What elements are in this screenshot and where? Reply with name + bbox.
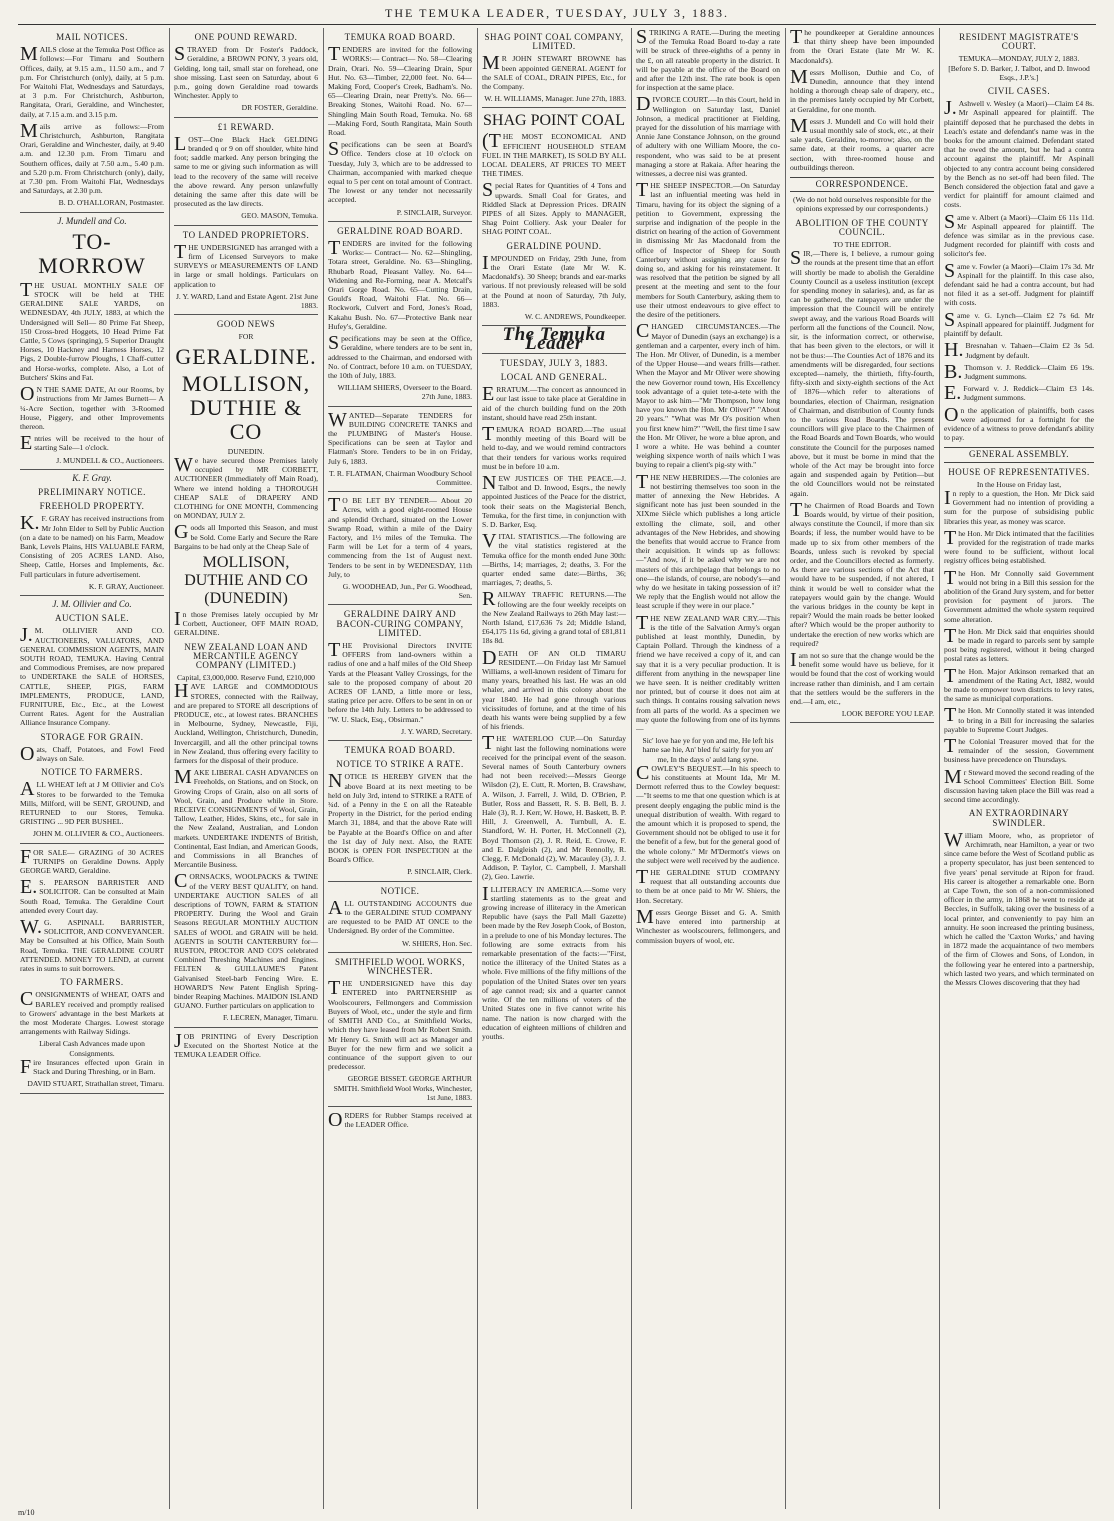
centered-line: (We do not hold ourselves responsible for the opinions expressed by our correspondents.) [793, 195, 931, 214]
paragraph: Messrs J. Mundell and Co will hold their usual monthly sale of stock, etc., at their sale yards, Geraldine, to-morrow; also, on the same date, at their rooms, a quarter acre section, with three-roomed house and outbuildings thereon. [790, 114, 934, 172]
centered-line: Liberal Cash Advances made upon Consignments. [39, 1039, 145, 1058]
centered-line: In the House on Friday last, [976, 479, 1062, 489]
paragraph: Goods all Imported this Season, and must be Sold. Come Early and Secure the Rare Bargains to be had only at the Cheap Sale of [174, 521, 318, 551]
paragraph: STRIKING A RATE.—During the meeting of the Temuka Road Board to-day a rate will be struck of three-eighths of a penny in the £, on all rateable property in the district. It will be payable at the office of the Board on and after the 12th inst. The rate book is open for inspection at the same place. [636, 28, 780, 93]
paragraph: TENDERS are invited for the following WORKS:— Contract— No. 58—Clearing Drain, Orari. No. 59—Clearing Drain, Spur Hut. No. 63—Timber, 22,000 feet. No. 64—Making Ford, Cooper's Creek, Badham's. No. 65—Clearing Drain, near Pretty's. No. 66—Breaking Stones, Waitohi Road. No. 67—Shingling Main South Road, Temuka. No. 68—Making Ford, South Rangitata, Main South Road. [328, 43, 472, 138]
signature: GEORGE BISSET. GEORGE ARTHUR SMITH. Smithfield Wool Works, Winchester, 1st June, 1883. [333, 1074, 472, 1102]
paragraph: Specifications may be seen at the Office, Geraldine, where tenders are to be sent in, addressed to the Chairman, and endorsed with No. of Contract, before 10 a.m. on TUESDAY, the 10th of July, 1883. [328, 332, 472, 380]
display-heading: MOLLISON, DUTHIE & CO [181, 370, 311, 444]
paragraph: CONSIGNMENTS of WHEAT, OATS and BARLEY received and promptly realised to Growers' advantage in the best Markets at the most Moderate Charges. Lowest storage arrangements with Railway Sidings. [20, 988, 164, 1037]
paragraph: Oats, Chaff, Potatoes, and Fowl Feed always on Sale. [20, 742, 164, 765]
divider [20, 469, 164, 470]
paragraph: ILLITERACY IN AMERICA.—Some very startling statements as to the great and growing increase of illiteracy in the American Republic have (says the Pall Mall Gazette) been made by the Rev Joseph Cook, of Boston, in a prelude to one of his Monday lectures. The following are some extracts from his remarkable presentation of the facts:—"First, notice the illiteracy of the United States as a whole. Five millions of the fifty millions of the population of the United States over ten years of age cannot read; six and a quarter cannot write. Of the ten millions of voters of the United States one in five cannot write his name. The nation is now charged with the education of eighteen millions of children and youths. [482, 882, 626, 1041]
heading: AUCTION SALE. [55, 613, 129, 624]
footer-id: m/10 [18, 1508, 35, 1517]
signature: P. SINCLAIR, Surveyor. [396, 207, 472, 217]
section-heading: CORRESPONDENCE. [790, 177, 934, 192]
display-subheading: SHAG POINT COAL [483, 112, 625, 130]
heading: LOCAL AND GENERAL. [500, 371, 608, 382]
paragraph: ORDERS for Rubber Stamps received at the LEADER Office. [328, 1108, 472, 1131]
advertiser-heading: J. M. Ollivier and Co. [52, 598, 132, 609]
signature: P. SINCLAIR, Clerk. [407, 867, 472, 877]
paragraph: J.Ashwell v. Wesley (a Maori)—Claim £4 8s. Mr Aspinall appeared for plaintiff. The plaintiff deposed that he purchased the debts in Leach's estate and defendant's name was in the books for the amount claimed. Defendant stated that he owed the amount, but he had a contra account against the plaintiff. Mr Aspinall objected to any contra account being considered by the Bench as no set-off had been filed. The Bench considered the objection fatal and gave a verdict for plaintiff for amount claimed and costs. [944, 97, 1094, 210]
column-3 [328, 28, 472, 1511]
column-2 [174, 28, 318, 1511]
page-masthead: THE TEMUKA LEADER, TUESDAY, JULY 3, 1883. [385, 6, 729, 20]
advertiser-heading: K. F. Gray. [72, 472, 112, 483]
heading: GERALDINE DAIRY AND BACON-CURING COMPANY, LIMITED. [336, 609, 464, 638]
paragraph: THE GERALDINE STUD COMPANY request that all outstanding accounts due to them be at once paid to Mr W. Shiers, the Hon. Secretary. [636, 866, 780, 905]
column-rule [785, 28, 786, 1509]
column-7 [944, 28, 1094, 1511]
paragraph: The Chairmen of Road Boards and Town Boards would, by virtue of their position, always constitute the Council, if more than six Boards; if less, the number would have to be made up to six from other members of the Boards, unless such is revoked by special order, and the Councillors elected as formerly. As there are various sections of the Act that would have to be suspended, if not altered, I think it would be well to consider what the ratepayers would gain by the change. Would the various bridges in the county be kept in repair? Would the main roads be better looked after? Which would be the proper authority to undertake the erection of new works which are required? [790, 498, 934, 648]
paragraph: NEW JUSTICES OF THE PEACE.—J. Talbot and D. Inwood, Esqrs., the newly appointed Justices of the Peace for the district, took their seats on the Magisterial Bench, Temuka, for the first time, in conjunction with S. D. Barker, Esq. [482, 471, 626, 529]
paragraph: Mr Steward moved the second reading of the School Committees' Election Bill. Some discussion having taken place the Bill was read a second time accordingly. [944, 765, 1094, 805]
paragraph: The Hon. Mr Connolly said Government would not bring in a Bill this session for the abolition of the Grand Jury system, and for better provision for payment of jurors. The Government admitted the whole system required some alteration. [944, 566, 1094, 624]
paragraph: HAVE LARGE and COMMODIOUS STORES, connected with the Railway, and are prepared to STORE all descriptions of PRODUCE, etc., at lowest rates. BRANCHES in Melbourne, Sydney, Newcastle, Fiji, Auckland, Wellington, Christchurch, Dunedin, Invercargill, and all the other principal towns in New Zealand, thus offering every facility to farmers for the disposal of their produce. [174, 680, 318, 765]
heading: SHAG POINT COAL COMPANY, LIMITED. [484, 32, 624, 52]
column-rule [169, 28, 170, 1509]
signature: F. LECREN, Manager, Timaru. [222, 1013, 318, 1023]
paragraph: Messrs George Bisset and G. A. Smith have entered into partnership at Winchester as woolscourers, fellmongers, and commission buyers of wool, etc. [636, 905, 780, 945]
signature: WILLIAM SHIERS, Overseer to the Board. 27th June, 1883. [337, 383, 472, 402]
paragraph: CORNSACKS, WOOLPACKS & TWINE of the VERY BEST QUALITY, on hand. UNDERTAKE AUCTION SALES of all descriptions of TOWN, FARM & STATION PROPERTY. During the Wool and Grain Seasons REGULAR MONTHLY AUCTION SALES of WOOL and GRAIN will be held. AGENTS in SOUTH CANTERBURY for— RUSTON, PROCTOR AND CO'S celebrated Combined Threshing Machines and Engines. FELTEN & GUILLAUME'S Patent Galvanised Steel-barb Fencing Wire. E. HOWARD'S New Patent English Spring-binder Reaping Machines. MAIDON ISLAND GUANO. Further particulars on application to [174, 870, 318, 1011]
paragraph: W.G. ASPINALL BARRISTER, SOLICITOR, AND CONVEYANCER. May be Consulted at his Office, Main South Road, Temuka. THE GERALDINE COURT ATTENDED. MONEY TO LEND, at current rates in sums to suit borrowers. [20, 916, 164, 974]
paragraph: STRAYED from Dr Foster's Paddock, Geraldine, a BROWN PONY, 3 years old, Gelding, long tail, small star on forehead, one shoe missing. Last seen on Saturday, about 6 p.m., going down Geraldine road towards Winchester. Apply to [174, 43, 318, 101]
signature: LOOK BEFORE YOU LEAP. [841, 709, 934, 719]
paragraph: MR JOHN STEWART BROWNE has been appointed GENERAL AGENT for the SALE of COAL, DRAIN PIPES, Etc., for the Company. [482, 52, 626, 92]
heading: TUESDAY, JULY 3, 1883. [500, 357, 608, 368]
paragraph: We have secured those Premises lately occupied by MR CORBETT, AUCTIONEER (Immediately off Main Road), Where we intend holding a THOROUGH CHEAP SALE of DRAPERY AND CLOTHING for ONE MONTH, Commencing on MONDAY, JULY 2. [174, 453, 318, 521]
paragraph: Messrs Mollison, Duthie and Co, of Dunedin, announce that they intend holding a thorough cheap sale of drapery, etc., in the premises lately occupied by Mr Corbett, at Geraldine, for one month. [790, 65, 934, 114]
heading: NOTICE TO STRIKE A RATE. [336, 759, 464, 770]
heading: NEW ZEALAND LOAN AND MERCANTILE AGENCY COMPANY (LIMITED.) [184, 641, 308, 670]
heading: TEMUKA ROAD BOARD. [344, 745, 456, 756]
signature: J. MUNDELL & CO., Auctioneers. [56, 455, 164, 465]
paragraph: Specifications can be seen at Board's Office. Tenders close at 10 o'clock on Tuesday, July 3, which are to be addressed to Chairman, accompanied with marked cheque equal to 5 per cent on total amount of Contract. The lowest or any tender not necessarily accepted. [328, 138, 472, 205]
heading: NOTICE. [380, 885, 420, 896]
signature: B. D. O'HALLORAN, Postmaster. [58, 198, 164, 208]
signature: K. F. GRAY, Auctioneer. [88, 581, 164, 591]
paragraph: (THE MOST ECONOMICAL AND EFFICIENT HOUSEHOLD STEAM FUEL IN THE MARKET), IS SOLD BY ALL LOCAL DEALERS, AT PRICES TO MEET THE TIMES. [482, 130, 626, 179]
divider [328, 221, 472, 222]
paragraph: B.Thomson v. J. Reddick—Claim £6 19s. Judgment summons. [944, 360, 1094, 383]
signature: J. Y. WARD, Land and Estate Agent. 21st June 1883. [175, 291, 318, 311]
divider [482, 107, 626, 108]
divider [328, 952, 472, 953]
centered-line: Capital, £3,000,000. Reserve Fund, £210,000 [177, 673, 315, 683]
divider [328, 1106, 472, 1107]
paragraph: The Hon. Major Atkinson remarked that an amendment of the Rating Act, 1882, would be made to empower town districts to levy rates, the same as municipal corporations. [944, 664, 1094, 704]
paragraph: DEATH OF AN OLD TIMARU RESIDENT.—On Friday last Mr Samuel Williams, a well-known resident of Timaru for many years, breathed his last. He was an old whaler, and arrived in this colony about the year 1840. He had gone through various vicissitudes of fortune, and at the time of his death his wants were being supplied by a few of his friends. [482, 646, 626, 732]
heading: GOOD NEWS [216, 319, 276, 330]
heading: FREEHOLD PROPERTY. [39, 501, 145, 512]
paragraph: K.F. GRAY has received instructions from Mr John Elder to Sell by Public Auction (on a date to be named) on his Farm, Meadow Bank, Levels Plains, HIS VALUABLE FARM, Consisting of 205 ACRES LAND. Also, Sheep, Cattle, Horses and Implements, &c. Full particulars in future advertisement. [20, 512, 164, 579]
paragraph: IMPOUNDED on Friday, 29th June, from the Orari Estate (late Mr W. K. Macdonald's). 30 Sheep; brands and ear-marks various. If not previously released will be sold at the Pound at noon of Saturday, 7th July, 1883. [482, 251, 626, 309]
display-subheading: MOLLISON, DUTHIE AND CO (DUNEDIN) [184, 553, 308, 607]
heading: £1 REWARD. [217, 121, 275, 132]
heading: SMITHFIELD WOOL WORKS, WINCHESTER. [334, 956, 466, 977]
advertiser-heading: J. Mundell and Co. [57, 215, 127, 226]
heading: CIVIL CASES. [987, 86, 1051, 97]
centered-line: DUNEDIN. [227, 446, 265, 456]
section-heading: GENERAL ASSEMBLY. [944, 447, 1094, 462]
column-rule [939, 28, 940, 1509]
paragraph: TO BE LET BY TENDER— About 20 Acres, with a good eight-roomed House and splendid Orchard, situated on the Lower Swamp Road, within a mile of the Dairy Factory, and 1½ miles of the Temuka. The Farm will be Let for a term of 4 years, commencing from the 1st of August next. Tenders to be sent in by WEDNESDAY, 11th July, to [328, 494, 472, 579]
paragraph: Same v. Fowler (a Maori)—Claim 17s 3d. Mr Aspinall for the plaintiff. In this case also, defendant said he had a contra account, but had not filed it as a set-off. Judgment for plaintiff with costs. [944, 259, 1094, 308]
divider [174, 225, 318, 226]
column-rule [323, 28, 324, 1509]
heading: TEMUKA ROAD BOARD. [344, 32, 456, 42]
signature: DAVID STUART, Strathallan street, Timaru. [27, 1079, 164, 1089]
paragraph: Iam not so sure that the change would be the benefit some would have us believe, for it would be found that the cost of working would increase rather than diminish, and I am certain that the settlers would be the sufferers in the end.—I am, etc., [790, 649, 934, 707]
signature: JOHN M. OLLIVIER & CO., Auctioneers. [33, 829, 164, 839]
centered-line: Sic' love hae ye for yon and me, He left his hame sae hie, An' bled fu' sairly for you an' me, In the days o' auld lang syne. [642, 736, 774, 764]
paragraph: Entries will be received to the hour of starting Sale—1 o'clock. [20, 432, 164, 455]
divider [328, 491, 472, 492]
paragraph: The Hon. Mr Dick said that enquiries should be made in regard to parcels sent by sample post being registered, without it being charged postal rates as letters. [944, 624, 1094, 664]
heading: AN EXTRAORDINARY SWINDLER. [968, 808, 1070, 828]
heading: MAIL NOTICES. [56, 32, 128, 42]
divider [174, 314, 318, 315]
paragraph: RAILWAY TRAFFIC RETURNS.—The following are the four weekly receipts on the New Zealand Railways to 26th May last:—North Island, £17,636 7s 2d; Middle Island, £64,175 11s 6d, giving a grand total of £81,811 18s 8d. [482, 588, 626, 646]
paragraph: SIR,—There is, I believe, a rumour going the rounds at the present time that an effort will shortly be made to abolish the Geraldine County Council as a useless institution (except for spending money in salaries), and, as far as can be gathered, the ratepayers are under the impression that the Council will be entirely swept away, and the various Road Boards will perform all the functions of the Council. Now, sir, is the information correct, or otherwise, that has been given to the electors, or will it not be thus:—The Counties Act of 1876 and its amendments will be disregarded, four sections excepted—namely, the thirtieth, fifty-fourth, fifty-sixth and sixty-eighth sections of the Act of 1876—which refer to alterations of boundaries, election of Chairman, resignation of Chairman, and distribution of County funds to the various Road Boards. The present councillors will give place to the Chairmen of the Road Boards and Town Boards, who would constitute the Council for the purposes named above, but it must be borne in mind that the whole of the Act may be brought into force again and suspended again by Petition—but the old Councillors would not be reinstated again. [790, 247, 934, 498]
paragraph: In those Premises lately occupied by Mr Corbett, Auctioneer, OFF MAIN ROAD, GERALDINE. [174, 607, 318, 638]
paragraph: MAKE LIBERAL CASH ADVANCES on Freeholds, on Stations, and on Stock, on Growing Crops of Grain, also on all sorts of Wool, Grain, and Produce while in Store. RECEIVE CONSIGNMENTS of Wool, Grain, Tallow, Leather, Hides, Skins, etc., for sale in the New Zealand, Australian, and London markets. UNDERTAKE INDENTS of British, Continental, East Indian, and American Goods, and Commissions in all Branches of Mercantile Business. [174, 766, 318, 870]
signature: G. WOODHEAD, Jun., Per G. Woodhead, Sen. [342, 581, 472, 601]
paragraph: THE UNDERSIGNED has arranged with a firm of Licensed Surveyors to make SURVEYS or MEASUREMENTS OF LAND in large or small holdings. Particulars on application to [174, 240, 318, 289]
paragraph: THE SHEEP INSPECTOR.—On Saturday last an influential meeting was held in Timaru, having for its object the signing of a petition to Government, expressing the surprise and indignation of the people in the district on hearing of the action of Government in dismissing Mr Jas Macdonald from the office of Inspector of Sheep for South Canterbury without assigning any cause for doing so, and asking for his reinstatement. It was resolved that the petition be signed by all present at the meeting and sent to the four members for South Canterbury, asking them to use their utmost endeavours to give effect to the desire of the petitioners. [636, 179, 780, 320]
paragraph: FOR SALE— GRAZING of 30 ACRES TURNIPS on Geraldine Downs. Apply GEORGE WARD, Geraldine. [20, 845, 164, 876]
signature: W. C. ANDREWS, Poundkeeper. [524, 312, 626, 322]
heading: TO FARMERS. [60, 977, 124, 988]
paragraph: THE NEW HEBRIDES.—The colonies are not bestirring themselves too soon in the matter of annexing the New Hebrides. A significant note has just been sounded in the XIXme Siècle which publishes a long article extolling the climate, soil, and other advantages of the New Hebrides, and showing the benefits that would accrue to France from their acquisition. It winds up as follows:—"And now, if it be asked why we are not masters of this archipelago that belongs to no one—the islands, of course, are nobody's—and why do we hesitate in taking possession of it? We reply that the English would not allow the least scruple if they were in our place." [636, 470, 780, 611]
paragraph: E.S. PEARSON BARRISTER AND SOLICITOR. Can be consulted at Main South Road, Temuka. The Geraldine Court attended every Court day. [20, 876, 164, 915]
centered-line: [Before S. D. Barker, J. Talbot, and D. Inwood Esqs., J.P.'s.] [948, 63, 1090, 82]
signature: GEO. MASON, Temuka. [241, 211, 318, 221]
column-rule [477, 28, 478, 1509]
divider [328, 406, 472, 407]
paragraph: ERRATUM.—The concert as announced in our last issue to take place at Geraldine in aid of the church building fund on the 20th instant, should have read 25th instant. [482, 383, 626, 422]
heading: GERALDINE ROAD BOARD. [337, 225, 463, 236]
heading: ONE POUND REWARD. [194, 32, 298, 42]
column-4 [482, 28, 626, 1511]
signature: J. Y. WARD, Secretary. [401, 726, 472, 736]
heading: RESIDENT MAGISTRATE'S COURT. [959, 32, 1079, 52]
paragraph: H.Bresnahan v. Tahaen—Claim £2 3s 5d. Judgment by default. [944, 339, 1094, 362]
signature: W. H. WILLIAMS, Manager. June 27th, 1883. [484, 94, 626, 104]
paragraph: MAILS close at the Temuka Post Office as follows:—For Timaru and Southern Offices, daily, at 9.15 a.m., 11.50 a.m., and 7 p.m. For Christchurch (only), daily, at 5 p.m. For Waitohi Flat, Wednesdays and Saturdays, at 3 p.m. For Christchurch, Ashburton, Rangitata, Orari, Geraldine, and Winchester, daily, at 7.15 a.m. and 3.15 p.m. [20, 43, 164, 119]
paragraph: Same v. G. Lynch—Claim £2 7s 6d. Mr Aspinall appeared for plaintiff. Judgment for plaintiff by default. [944, 308, 1094, 339]
divider [174, 1027, 318, 1028]
paragraph: NOTICE IS HEREBY GIVEN that the above Board at its next meeting to be held on July 3rd, intend to STRIKE a RATE of ¾d. of a Penny in the £ on all the Rateable Property in the District, for the period ending March 31, 1884, and that the above Rate will be Payable at the Board's Office on and after the 1st day of July next. Also, the RATE BOOK is OPEN FOR INSPECTION at the Board's Office. [328, 770, 472, 865]
heading: TO LANDED PROPRIETORS. [182, 229, 310, 240]
paragraph: COWLEY'S BEQUEST.—In his speech to his constituents at Mount Ida, Mr M. Dermott referred thus to the Cowley bequest:—"It seems to me that one question which is at present deeply engaging the public mind is the unequal distribution of wealth. With regard to the amount which it is proposed to spend, the Government should not be obliged to use it for the benefit of a few, but for the general good of the whole colony." Mr M'Dermott's views on the subject were well received by the audience. [636, 761, 780, 865]
signature: W. SHIERS, Hon. Sec. [402, 938, 472, 948]
divider [790, 722, 934, 723]
paragraph: DIVORCE COURT.—In this Court, held in Wellington on Saturday last, Daniel Johnson, a medical practitioner at Fielding, prayed for the dissolution of his marriage with Annie Jane Constance Johnson, on the ground of adultery with one William Moore, the co-respondent, who was said to be at present managing a store at Rakaia. After hearing the witnesses, a decree nisi was granted. [636, 93, 780, 179]
divider [174, 117, 318, 118]
newspaper-nameplate: The Temuka Leader [502, 324, 606, 355]
divider [20, 212, 164, 213]
paragraph: THE UNDERSIGNED have this day ENTERED into PARTNERSHIP as Woolscourers, Fellmongers and Commission Buyers of Wool, etc., under the style and firm of SMITH AND Co., at Smithfield Works, which they have leased from Mr Robert Smith. Mr Henry G. Smith will act as Manager and Buyer for the new firm and we solicit a continuance of the support given to our predecessor. [328, 977, 472, 1072]
paragraph: Mails arrive as follows:—From Christchurch, Ashburton, Rangitata Orari, Geraldine and Winchester, daily, at 9.40 a.m. and 12.30 p.m. From Timaru and Southern offices, daily at 7.50 a.m., 5.40 p.m. and 5.20 p.m. From Christchurch (only), daily, at 7.30 pm. From Waitohi Flat, Wednesdays and Saturdays, at 2.30 p.m. [20, 119, 164, 196]
paragraph: ALL OUTSTANDING ACCOUNTS due to the GERALDINE STUD COMPANY are requested to be PAID AT ONCE to the Undersigned. By order of the Committee. [328, 896, 472, 936]
paragraph: On the application of plaintiffs, both cases were adjourned for a fortnight for the evidence of a witness to prove defendant's ability to pay. [944, 403, 1094, 443]
column-6 [790, 28, 934, 1511]
paragraph: The poundkeeper at Geraldine announces that thirty sheep have been impounded from the Orari Estate (late Mr W. K. Macdonald's). [790, 28, 934, 65]
paragraph: The Hon. Mr Connolly stated it was intended to bring in a Bill for increasing the salaries payable to Supreme Court Judges. [944, 704, 1094, 734]
paragraph: Special Rates for Quantities of 4 Tons and upwards. Small Coal for Grates, and Riddled Slack at Depression Prices. DRAIN PIPES of all Sizes. Apply to MANAGER, Shag Point Colliery. Ask your Dealer for SHAG POINT COAL. [482, 179, 626, 237]
column-rule [631, 28, 632, 1509]
paragraph: The Hon. Mr Dick intimated that the facilities provided for the registration of trade marks were found to be sufficient, without local registry offices being established. [944, 526, 1094, 566]
heading: ABOLITION OF THE COUNTY COUNCIL. [795, 217, 929, 237]
masthead-rule [18, 24, 1096, 25]
divider [20, 843, 164, 844]
divider [328, 604, 472, 605]
paragraph: THE Provisional Directors INVITE OFFERS from land-owners within a radius of one and a half miles of the Old Sheep Yards at the Pleasant Valley Crossings, for the sale to the proposed company of about 20 ACRES OF LAND, a little more or less, stating price per acre. Offers to be sent in on or before the 14th July. Letters to be addressed to "W. U. Slack, Esq., Obsirman." [328, 638, 472, 724]
heading: HOUSE OF REPRESENTATIVES. [948, 466, 1090, 477]
display-heading: GERALDINE. [175, 343, 317, 369]
paragraph: TEMUKA ROAD BOARD.—The usual monthly meeting of this Board will be held to-day, and we would remind contractors that their tenders for various works required must be in before 10 a.m. [482, 422, 626, 471]
paragraph: WANTED—Separate TENDERS for BUILDING CONCRETE TANKS and the PLUMBING of Master's House. Specifications can be seen at Taylor and Flatman's Store. Tenders to be in on Friday, July 6, 1883. [328, 408, 472, 466]
paragraph: J.M. OLLIVIER AND CO. AUCTIONEERS, VALUATORS, AND GENERAL COMMISSION AGENTS, MAIN SOUTH ROAD, TEMUKA. Having Central and Commodious Premises, are now prepared to UNDERTAKE the SALE of HORSES, CATTLE, SHEEP, PIGS, FARM IMPLEMENTS, PRODUCE, LAND, FURNITURE, Etc., Etc., at the Lowest Current Rates. Agent for the Australian Alliance Insurance Company. [20, 624, 164, 728]
paragraph: ON THE SAME DATE, At our Rooms, by instructions from Mr James Burnett— A ¼-Acre Section, together with 3-Roomed House, Piggery, and other Improvements thereon. [20, 383, 164, 431]
divider [20, 1093, 164, 1094]
centered-line: TO THE EDITOR. [832, 240, 891, 250]
divider [20, 595, 164, 596]
paragraph: In reply to a question, the Hon. Mr Dick said Government had no intention of providing a sum for the purpose of subsidising public libraries this year, as money was scarce. [944, 486, 1094, 526]
divider [328, 740, 472, 741]
centered-line: FOR [238, 332, 254, 342]
paragraph: LOST—One Black Hack GELDING branded q or 9 on off shoulder, white hind foot; saddle marked. Any person bringing the same to me or giving such information as will lead to the recovery of the same will receive the above reward. Any person unlawfully detaining the same after this date will be prosecuted as the law directs. [174, 132, 318, 209]
paragraph: THE WATERLOO CUP.—On Saturday night last the following nominations were received for the principal event of the season. Several names of South Canterbury owners had not been received:—Messrs George Wilsdon (2), E. Cutt, R. Morten, B. Crawshaw, A. Wilson, J. Farrell, J. Wild, D. O'Brien, P. Butler, Ross and Bassett, R. S. B. Bell, B. J. Hale (3), R. J. Kerr, W. Howe, H. Baskett, B. P. Hill, J. Greenwell, A. Turnbull, A. E. Standford, W. H. Porter, H. McConnell (2), Boyd Thomson (2), J. R. Reid, E. Crowe, F. and E. Dalgleish (2), and Mr Rennolly, R. Clegg, F. McDonald (2), W. Macauley (3), J. J. Addison, P. Taylor, C. Campbell, J. Marshall (2), Geo. Lawrie. [482, 732, 626, 882]
heading: STORAGE FOR GRAIN. [40, 731, 144, 742]
heading: PRELIMINARY NOTICE. [38, 486, 146, 497]
paragraph: ALL WHEAT left at J M Ollivier and Co's Stores to be forwarded to the Temuka Mills, Milford, will be SENT, GROUND, and RETURNED to our Stores, Temuka. GRISTING ... 9D PER BUSHEL. [20, 778, 164, 827]
signature: DR FOSTER, Geraldine. [241, 103, 318, 113]
paragraph: VITAL STATISTICS.—The following are the vital statistics registered at the Temuka office for the month ended June 30th:—Births, 14; marriages, 2; deaths, 3. For the quarter ended same date:—Births, 36; marriages, 7; deaths, 5. [482, 530, 626, 588]
paragraph: The Colonial Treasurer moved that for the remainder of the session, Government business have precedence on Thursdays. [944, 735, 1094, 765]
paragraph: CHANGED CIRCUMSTANCES.—The Mayor of Dunedin (says an exchange) is a gentleman and a carpenter, every inch of him. The Hon. Mr Oliver, of Dunedin, is a member of the Upper House—and wears frills—rather. When the Mayor and Mr Oliver were showing the new Governor round town, His Excellency took advantage of a quiet tete-a-tete with the Mayor to ask him—"Mr Thompson, how long have you known the Hon. Mr Oliver?" "About 20 years." "What was Mr O's position when you first knew him?" "Well, the first time I saw the Hon. Mr Oliver, he wore a blue apron, and I wore a white. He was behind a counter weighing sixpence worth of nails which I was buying to repair a client's pig-sty with." [636, 320, 780, 470]
paragraph: TENDERS are invited for the following Works:— Contract— No. 62—Shingling, Totara street, Geraldine. No. 63—Shingling, Rhubarb Road, Pleasant Valley. No. 64—Widening and Re-Forming, near A. Metcalf's Orari Gorge Road. No. 65—Cutting Drain, Gould's Road, Waitohi Flat. No. 66—Rockwork, Culvert and Ford, Jones's Road, Kakahu Bush. No. 67—Protective Bank near Hufey's, Geraldine. [328, 237, 472, 331]
paragraph: THE USUAL MONTHLY SALE OF STOCK will be held at THE GERALDINE SALE YARDS, on WEDNESDAY, 4th JULY, 1883, at which the Undersigned will Sell— 80 Prime Fat Sheep, 150 Cross-bred Hoggets, 10 Head Prime Fat Cattle, 5 Cows (springing), 5 Superior Draught Horses, 10 Hackney and Harness Horses, 12 Pigs, 2 Double-furrow Ploughs, 1 Chaff-cutter and Horse-works, complete. Also, a Lot of Butchers' Skins and Fat. [20, 278, 164, 382]
paragraph: E.Forward v. J. Reddick—Claim £3 14s. Judgment summons. [944, 382, 1094, 405]
paragraph: Same v. Albert (a Maori)—Claim £6 11s 11d. Mr Aspinall appeared for plaintiff. The defence was similar as in the previous case. Judgment recorded for plaintiff with costs and solicitor's fee. [944, 210, 1094, 259]
signature: T. R. FLATMAN, Chairman Woodbury School Committee. [329, 468, 472, 487]
column-5 [636, 28, 780, 1511]
divider [328, 881, 472, 882]
paragraph: Fire Insurances effected upon Grain in Stack and During Threshing, or in Barn. [20, 1055, 164, 1078]
column-1 [20, 28, 164, 1511]
heading: GERALDINE POUND. [506, 240, 602, 251]
paragraph: William Moore, who, as proprietor of Archimrath, near Hamilton, a year or two since came before the West of Scotland public as a property speculator, has just been sentenced to five years' penal servitude at Ripon for fraud. His career is altogether a remarkable one. Born at Cape Town, the son of a non-commissioned officer in the army, in 1868 he went to reside at Beccles, in Suffolk, taking over the business of a local printer, and conveniently to pay him an annuity. He soon increased the printing business, which he called the 'Caxton Works,' and having in 1872 made the acquaintance of two members of the firm of Clowes and Sons, of London, in the following year he entered into a partnership, which lasted two years, and which terminated on the Messrs Clowes discovering that they had [944, 828, 1094, 988]
heading: NOTICE TO FARMERS. [41, 767, 143, 778]
paragraph: THE NEW ZEALAND WAR CRY.—This is the title of the Salvation Army's organ published at least monthly, Dunedin, by Captain Pollard. Through the kindness of a friend we have received a copy of it, and can say that it is a very peculiar production. It is different from anything in the newspaper line we have seen. It is neither creditably written nor printed, but of course it does not aim at such things. It contains rousing salvation news from all parts of the world. As a specimen we may quote the following from one of its hymns— [636, 611, 780, 734]
centered-line: TEMUKA—MONDAY, JULY 2, 1883. [958, 54, 1080, 64]
paragraph: JOB PRINTING of Every Description Executed on the Shortest Notice at the TEMUKA LEADER Office. [174, 1029, 318, 1060]
display-heading: TO-MORROW [38, 228, 146, 278]
